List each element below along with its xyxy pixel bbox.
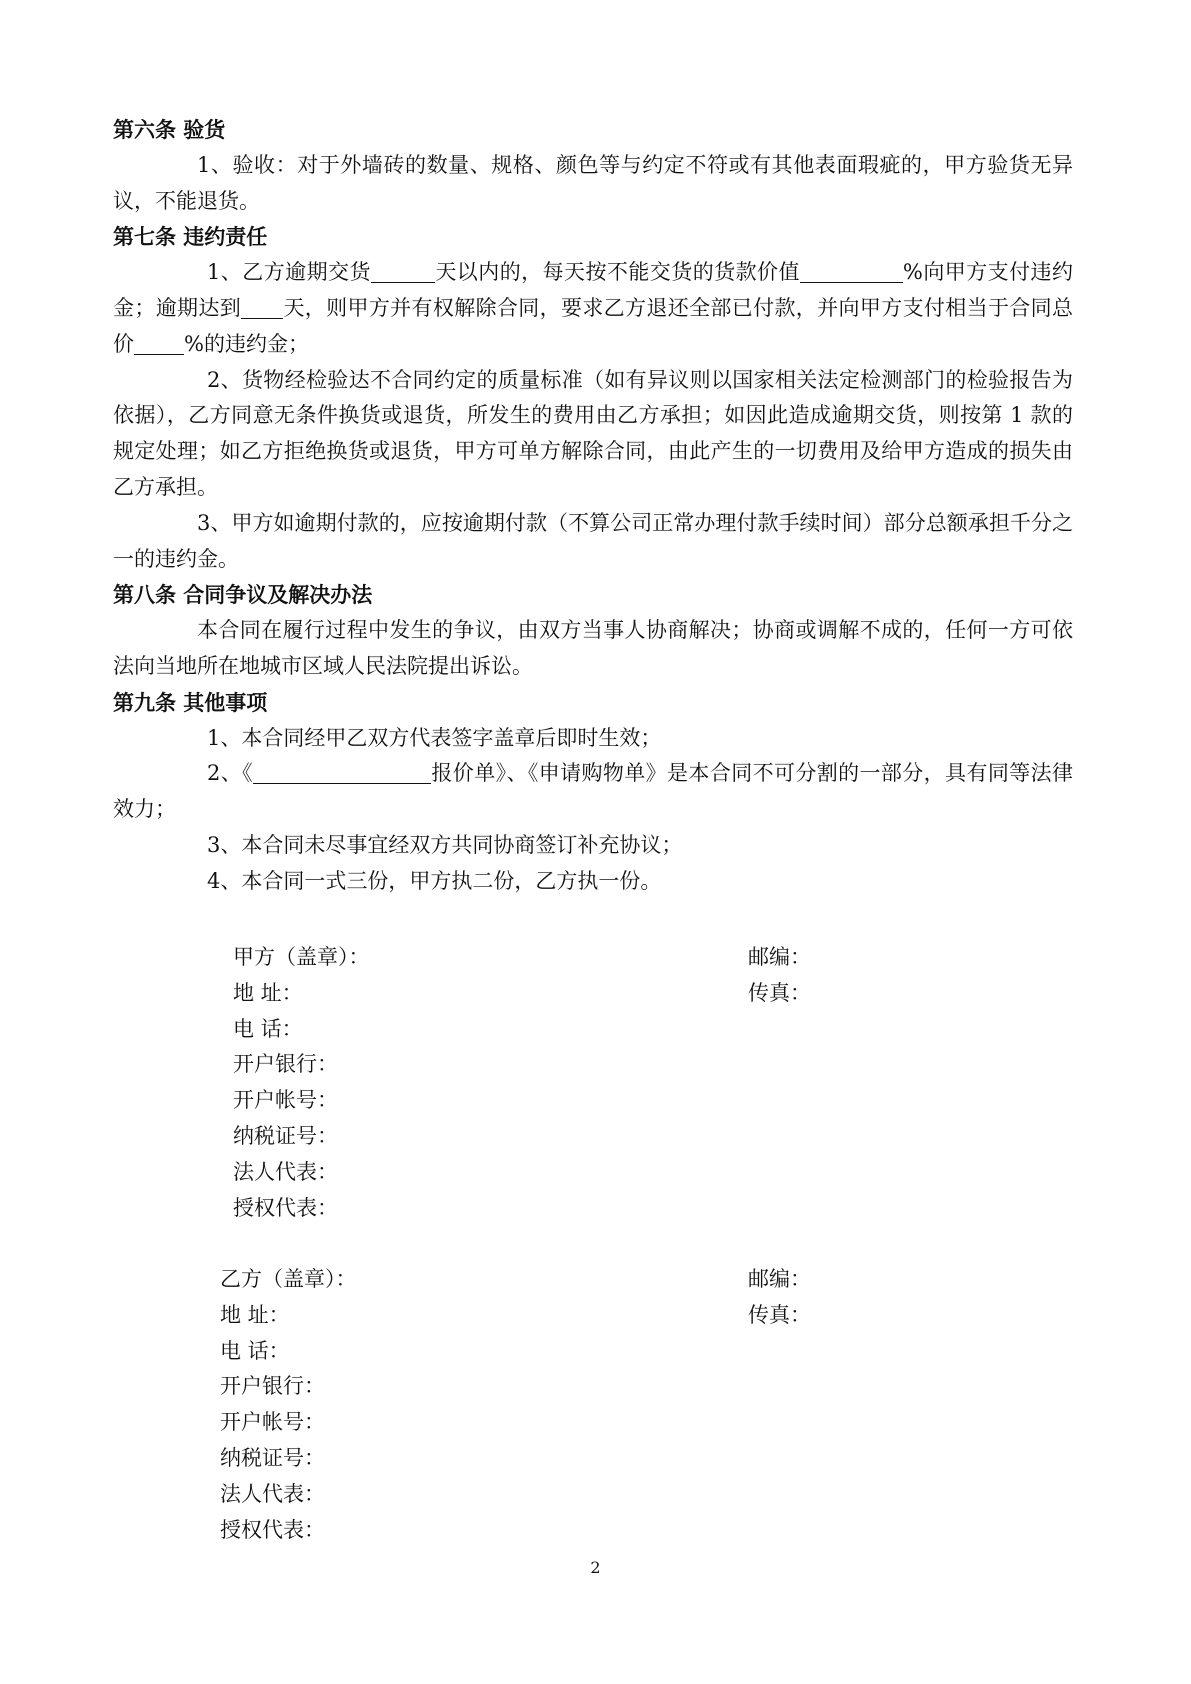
- party-a-account-label: 开户帐号：: [233, 1088, 338, 1113]
- party-b-seal-label: 乙方（盖章）：: [220, 1267, 357, 1291]
- party-a-right-block: [748, 940, 811, 1012]
- party-b-postcode-label: 邮编：: [748, 1267, 811, 1291]
- page-number: 2: [590, 1558, 601, 1577]
- clause-text: 1、验收：对于外墙砖的数量、规格、颜色等与约定不符或有其他表面瑕疵的，甲方: [197, 152, 988, 177]
- party-b-address-label: 地 址：: [220, 1302, 290, 1327]
- party-b-authorized-rep-label: 授权代表：: [220, 1517, 325, 1542]
- contract-body: [113, 112, 1073, 900]
- clause-text: 等法律效力；: [113, 761, 1074, 822]
- article-7-clause-2: 2、货物经检验达不合同约定的质量标准（如有异议则以国家相关法定检测部门的检验报告为依据），乙方同意无条件换货或退货，所发生的费用由乙方承担；如因此造成逾期交货，则按第 1 款的规定处理；如乙方拒绝换货或退货，甲方可单方解除合同，由此产生的一切费用及给甲方造成的损失由乙方承担。: [113, 367, 1073, 499]
- quotation-name-blank[interactable]: [253, 760, 431, 784]
- article-9-clause-1: 1、本合同经甲乙双方代表签字盖章后即时生效；: [207, 725, 662, 750]
- article-7-clause-1: [113, 255, 1073, 362]
- party-a-block: [233, 940, 370, 1226]
- clause-text: 方支付相当于合同总价: [113, 295, 1074, 356]
- article-7-heading: 第七条 违约责任: [113, 224, 268, 250]
- article-9-clause-2: [113, 756, 1073, 828]
- article-6-clause-1: [113, 148, 1073, 220]
- party-a-bank-label: 开户银行：: [233, 1052, 338, 1077]
- article-8-heading: 第八条 合同争议及解决办法: [113, 582, 373, 608]
- party-a-phone-label: 电 话：: [233, 1016, 303, 1041]
- article-9-heading: 第九条 其他事项: [113, 689, 268, 715]
- article-6-heading: 第六条 验货: [113, 117, 226, 142]
- party-a-authorized-rep-label: 授权代表：: [233, 1195, 338, 1220]
- clause-text: 报价单》、《申请购物单》是本合同不可分割的一部分，具有同: [431, 761, 1010, 786]
- total-percent-blank[interactable]: [134, 330, 184, 354]
- party-a-tax-id-label: 纳税证号：: [233, 1123, 338, 1148]
- article-9-clause-4: 4、本合同一式三份，甲方执二份，乙方执一份。: [207, 868, 662, 893]
- clause-text: 天以内的，每天按不能交货的货款价值: [434, 260, 800, 285]
- days-blank[interactable]: [371, 259, 435, 283]
- party-a-postcode-label: 邮编：: [748, 945, 811, 969]
- party-a-fax-label: 传真：: [748, 980, 811, 1005]
- party-b-block: [220, 1262, 357, 1548]
- clause-text: %向甲方: [902, 260, 988, 285]
- clause-text: 验货无异议，不能退货。: [113, 152, 1074, 213]
- clause-text: %的违约金；: [184, 331, 309, 356]
- article-8-paragraph: 本合同在履行过程中发生的争议，由双方当事人协商解决；协商或调解不成的，任何一方可依法向当地所在地城市区域人民法院提出诉讼。: [113, 618, 1073, 678]
- party-a-seal-label: 甲方（盖章）：: [233, 945, 370, 969]
- party-a-address-label: 地 址：: [233, 980, 303, 1005]
- clause-text: 天，则甲方并有权解除合同，要求乙方退还全部已付款，并向甲: [283, 295, 882, 320]
- percent-blank[interactable]: [800, 259, 903, 283]
- article-9-clause-3: 3、本合同未尽事宜经双方共同协商签订补充协议；: [207, 832, 683, 857]
- party-b-right-block: [748, 1262, 811, 1334]
- clause-text: 支付违约金；逾期达到: [113, 260, 1073, 320]
- article-7-clause-3: 3、甲方如逾期付款的，应按逾期付款（不算公司正常办理付款手续时间）部分总额承担千分之一的违约金。: [113, 510, 1073, 571]
- party-b-account-label: 开户帐号：: [220, 1410, 325, 1435]
- clause-text: 2、《: [207, 761, 254, 786]
- party-a-legal-rep-label: 法人代表：: [233, 1159, 338, 1184]
- party-b-phone-label: 电 话：: [220, 1338, 290, 1363]
- party-b-legal-rep-label: 法人代表：: [220, 1481, 325, 1506]
- overdue-days-blank[interactable]: [241, 295, 283, 319]
- party-b-bank-label: 开户银行：: [220, 1374, 325, 1399]
- party-b-tax-id-label: 纳税证号：: [220, 1445, 325, 1470]
- party-b-fax-label: 传真：: [748, 1302, 811, 1327]
- clause-text: 1、乙方逾期交货: [207, 260, 371, 285]
